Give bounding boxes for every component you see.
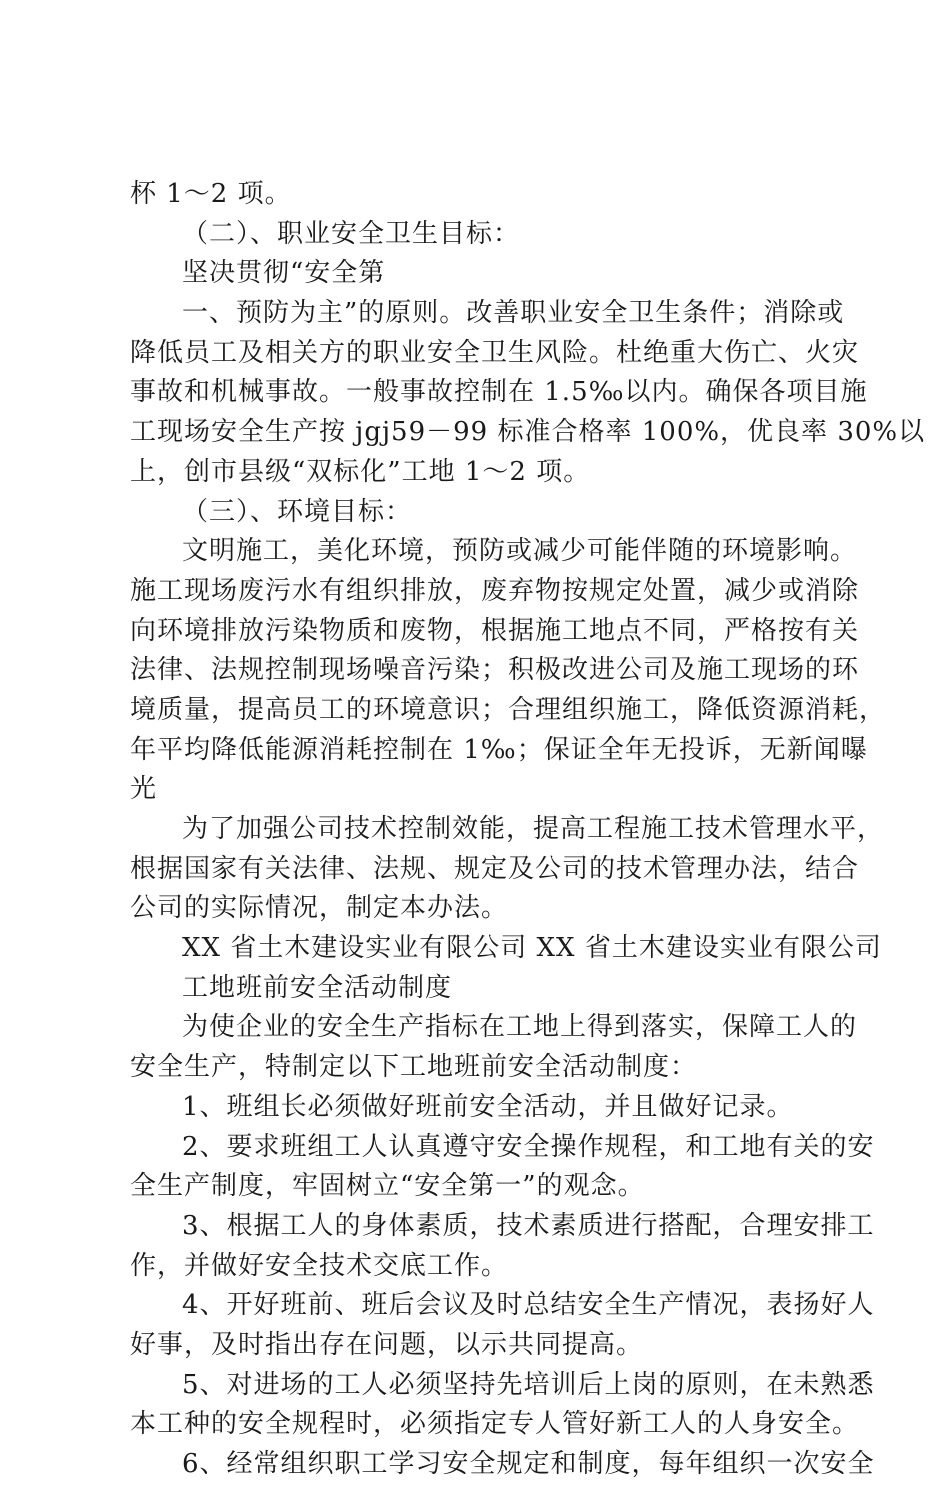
- text-line: 年平均降低能源消耗控制在 1‰；保证全年无投诉，无新闻曝: [130, 734, 868, 765]
- text-line: （二）、职业安全卫生目标：: [182, 218, 521, 249]
- text-line: 施工现场废污水有组织排放，废弃物按规定处置，减少或消除: [130, 575, 860, 606]
- text-line: 3、根据工人的身体素质，技术素质进行搭配，合理安排工: [182, 1210, 875, 1241]
- text-line: 向环境排放污染物质和废物，根据施工地点不同，严格按有关: [130, 615, 860, 646]
- text-line: 事故和机械事故。一般事故控制在 1.5‰以内。确保各项目施: [130, 377, 868, 408]
- text-line: 2、要求班组工人认真遵守安全操作规程，和工地有关的安: [182, 1131, 875, 1162]
- document-body: [130, 175, 926, 1485]
- text-line: 一、预防为主”的原则。改善职业安全卫生条件；消除或: [182, 298, 845, 329]
- text-line: 公司的实际情况，制定本办法。: [130, 893, 509, 924]
- text-line: 文明施工，美化环境，预防或减少可能伴随的环境影响。: [182, 536, 858, 567]
- text-line: 杯 1～2 项。: [130, 179, 292, 209]
- text-line: 4、开好班前、班后会议及时总结安全生产情况，表扬好人: [182, 1290, 875, 1321]
- text-line: 本工种的安全规程时，必须指定专人管好新工人的人身安全。: [130, 1409, 860, 1440]
- text-line: 根据国家有关法律、法规、规定及公司的技术管理办法，结合: [130, 853, 860, 884]
- text-line: 全生产制度，牢固树立“安全第一”的观念。: [130, 1171, 645, 1202]
- text-line: 安全生产，特制定以下工地班前安全活动制度：: [130, 1052, 698, 1083]
- text-line: 1、班组长必须做好班前安全活动，并且做好记录。: [182, 1091, 794, 1122]
- text-line: 6、经常组织职工学习安全规定和制度，每年组织一次安全: [182, 1449, 875, 1479]
- text-line: 为使企业的安全生产指标在工地上得到落实，保障工人的: [182, 1012, 858, 1043]
- text-line: 境质量，提高员工的环境意识；合理组织施工，降低资源消耗，: [130, 694, 887, 725]
- text-line: XX 省土木建设实业有限公司 XX 省土木建设实业有限公司: [182, 933, 882, 964]
- text-line: 工现场安全生产按 jgj59－99 标准合格率 100%，优良率 30%以: [130, 417, 926, 448]
- text-line: 5、对进场的工人必须坚持先培训后上岗的原则，在未熟悉: [182, 1369, 875, 1400]
- text-line: （三）、环境目标：: [182, 496, 413, 527]
- text-line: 法律、法规控制现场噪音污染；积极改进公司及施工现场的环: [130, 655, 860, 686]
- text-line: 作，并做好安全技术交底工作。: [130, 1250, 509, 1281]
- text-line: 好事，及时指出存在问题，以示共同提高。: [130, 1329, 644, 1360]
- text-line: 坚决贯彻“安全第: [182, 258, 386, 289]
- text-line: 工地班前安全活动制度: [182, 972, 453, 1003]
- text-line: 为了加强公司技术控制效能，提高工程施工技术管理水平，: [182, 814, 885, 844]
- text-line: 降低员工及相关方的职业安全卫生风险。杜绝重大伤亡、火灾: [130, 337, 860, 368]
- text-line: 上，创市县级“双标化”工地 1～2 项。: [130, 456, 591, 487]
- text-line: 光: [130, 774, 158, 805]
